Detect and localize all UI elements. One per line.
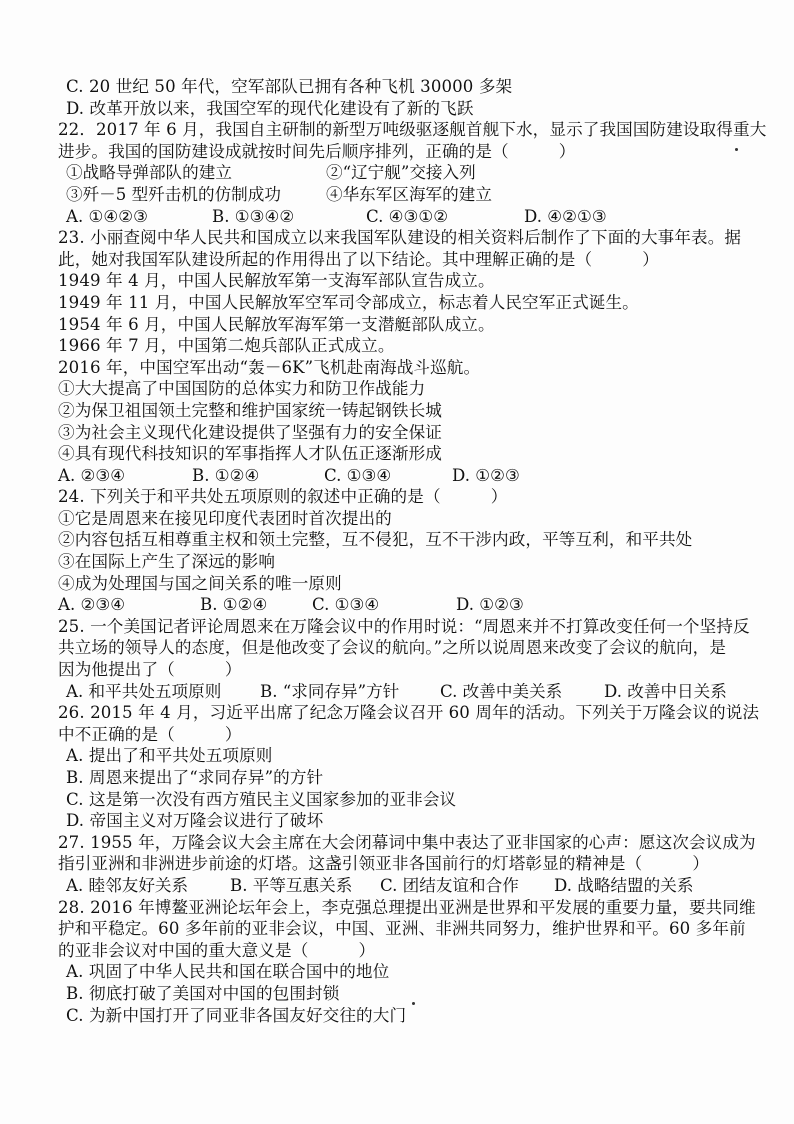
question-24-options xyxy=(58,594,748,616)
question-22 xyxy=(58,119,767,227)
question-22-option-d: D. ④②①③ xyxy=(524,206,607,226)
question-28-stem-line2: 护和平稳定。60 多年前的亚非会议，中国、亚洲、非洲共同努力，维护世界和平。60 多年前 xyxy=(58,919,746,939)
question-22-option-b: B. ①③④② xyxy=(212,206,295,226)
question-28-stem-line1: 28. 2016 年博鳌亚洲论坛年会上，李克强总理提出亚洲是世界和平发展的重要力量，要共同维 xyxy=(58,897,756,917)
scan-speck xyxy=(412,1002,415,1005)
question-23-stem-line1: 23. 小丽查阅中华人民共和国成立以来我国军队建设的相关资料后制作了下面的大事年表。据 xyxy=(58,228,742,248)
question-25 xyxy=(58,616,748,702)
option-21d: D. 改革开放以来，我国空军的现代化建设有了新的飞跃 xyxy=(66,98,474,118)
question-24-choice-2: ②内容包括互相尊重主权和领土完整，互不侵犯，互不干涉内政，平等互利，和平共处 xyxy=(58,530,693,550)
question-23 xyxy=(58,227,748,486)
question-26-stem-line1: 26. 2015 年 4 月，习近平出席了纪念万隆会议召开 60 周年的活动。下列关于万隆会议的说法 xyxy=(58,703,760,723)
question-24 xyxy=(58,486,748,616)
question-26-option-b: B. 周恩来提出了“求同存异”的方针 xyxy=(66,768,324,787)
question-22-item-2: ②“辽宁舰”交接入列 xyxy=(326,163,476,183)
question-25-option-a: A. 和平共处五项原则 xyxy=(66,681,222,701)
question-23-event-3: 1954 年 6 月，中国人民解放军海军第一支潜艇部队成立。 xyxy=(58,314,495,334)
question-27-option-d: D. 战略结盟的关系 xyxy=(554,875,694,895)
question-27-option-a: A. 睦邻友好关系 xyxy=(66,875,189,895)
question-27-option-c: C. 团结友谊和合作 xyxy=(380,875,519,895)
question-24-stem: 24. 下列关于和平共处五项原则的叙述中正确的是（ ） xyxy=(58,487,508,507)
question-24-option-d: D. ①②③ xyxy=(456,595,524,615)
question-26-stem-line2: 中不正确的是（ ） xyxy=(58,724,242,744)
question-23-options xyxy=(58,465,748,487)
question-23-event-4: 1966 年 7 月，中国第二炮兵部队正式成立。 xyxy=(58,336,395,356)
question-25-stem-line1: 25. 一个美国记者评论周恩来在万隆会议中的作用时说：“周恩来并不打算改变任何一个坚持反 xyxy=(58,616,750,636)
question-27-option-b: B. 平等互惠关系 xyxy=(230,875,353,895)
question-24-choice-3: ③在国际上产生了深远的影响 xyxy=(58,552,276,572)
question-27-options xyxy=(58,875,748,897)
question-22-item-3: ③歼－5 型歼击机的仿制成功 xyxy=(66,184,281,204)
question-25-option-b: B. “求同存异”方针 xyxy=(260,681,400,701)
question-25-stem-line3: 因为他提出了（ ） xyxy=(58,660,242,680)
question-22-option-a: A. ①④②③ xyxy=(66,206,149,226)
question-23-option-a: A. ②③④ xyxy=(58,465,126,485)
question-22-stem-line2: 进步。我国的国防建设成就按时间先后顺序排列，正确的是（ ） xyxy=(58,141,576,161)
question-24-option-c: C. ①③④ xyxy=(312,595,380,615)
question-25-options xyxy=(58,681,748,703)
question-25-stem-line2: 共立场的领导人的态度，但是他改变了会议的航向。”之所以说周恩来改变了会议的航向，是 xyxy=(58,638,727,658)
question-23-option-d: D. ①②③ xyxy=(452,465,520,485)
question-23-choice-4: ④具有现代科技知识的军事指挥人才队伍正逐渐形成 xyxy=(58,444,442,464)
question-28-option-b: B. 彻底打破了美国对中国的包围封锁 xyxy=(66,983,340,1003)
question-22-option-c: C. ④③①② xyxy=(366,206,449,226)
question-22-items-row2 xyxy=(58,184,748,206)
question-22-options xyxy=(58,206,748,228)
question-23-event-5: 2016 年，中国空军出动“轰－6K”飞机赴南海战斗巡航。 xyxy=(58,357,481,377)
page-content xyxy=(58,76,767,1026)
question-23-choice-1: ①大大提高了中国国防的总体实力和防卫作战能力 xyxy=(58,379,426,399)
question-27-stem-line2: 指引亚洲和非洲进步前途的灯塔。这盏引领亚非各国前行的灯塔彰显的精神是（ ） xyxy=(58,854,710,874)
question-22-stem-line1: 22．2017 年 6 月，我国自主研制的新型万吨级驱逐舰首舰下水，显示了我国国防建设取得重大 xyxy=(58,120,767,140)
question-23-option-c: C. ①③④ xyxy=(324,465,392,485)
question-25-option-c: C. 改善中美关系 xyxy=(440,681,563,701)
question-23-option-b: B. ①②④ xyxy=(192,465,260,485)
question-23-choice-2: ②为保卫祖国领土完整和维护国家统一铸起钢铁长城 xyxy=(58,400,442,420)
question-28-stem-line3: 的亚非会议对中国的重大意义是（ ） xyxy=(58,940,376,960)
question-26 xyxy=(58,702,760,832)
question-27 xyxy=(58,832,756,897)
question-28 xyxy=(58,897,756,1027)
question-26-option-d: D. 帝国主义对万隆会议进行了破坏 xyxy=(66,811,324,831)
question-28-option-a: A. 巩固了中华人民共和国在联合国中的地位 xyxy=(66,962,390,982)
option-21c: C. 20 世纪 50 年代，空军部队已拥有各种飞机 30000 多架 xyxy=(66,77,513,96)
question-24-choice-4: ④成为处理国与国之间关系的唯一原则 xyxy=(58,573,342,593)
question-28-option-c: C. 为新中国打开了同亚非各国友好交往的大门 xyxy=(66,1005,407,1025)
question-26-option-c: C. 这是第一次没有西方殖民主义国家参加的亚非会议 xyxy=(66,789,457,809)
question-26-option-a: A. 提出了和平共处五项原则 xyxy=(66,746,273,766)
scan-speck xyxy=(735,148,738,151)
question-22-items-row1 xyxy=(58,162,748,184)
question-23-event-1: 1949 年 4 月，中国人民解放军第一支海军部队宣告成立。 xyxy=(58,271,495,291)
question-23-stem-line2: 此，她对我国军队建设所起的作用得出了以下结论。其中理解正确的是（ ） xyxy=(58,249,659,269)
question-25-option-d: D. 改善中日关系 xyxy=(604,681,727,701)
question-24-option-b: B. ①②④ xyxy=(200,595,268,615)
question-23-choice-3: ③为社会主义现代化建设提供了坚强有力的安全保证 xyxy=(58,422,442,442)
question-23-event-2: 1949 年 11 月，中国人民解放军空军司令部成立，标志着人民空军正式诞生。 xyxy=(58,292,639,312)
question-27-stem-line1: 27. 1955 年，万隆会议大会主席在大会闭幕词中集中表达了亚非国家的心声：愿这次会议成为 xyxy=(58,832,756,852)
question-24-option-a: A. ②③④ xyxy=(58,595,126,615)
question-24-choice-1: ①它是周恩来在接见印度代表团时首次提出的 xyxy=(58,508,392,528)
question-22-item-1: ①战略导弹部队的建立 xyxy=(66,163,232,183)
question-22-item-4: ④华东军区海军的建立 xyxy=(326,184,492,204)
